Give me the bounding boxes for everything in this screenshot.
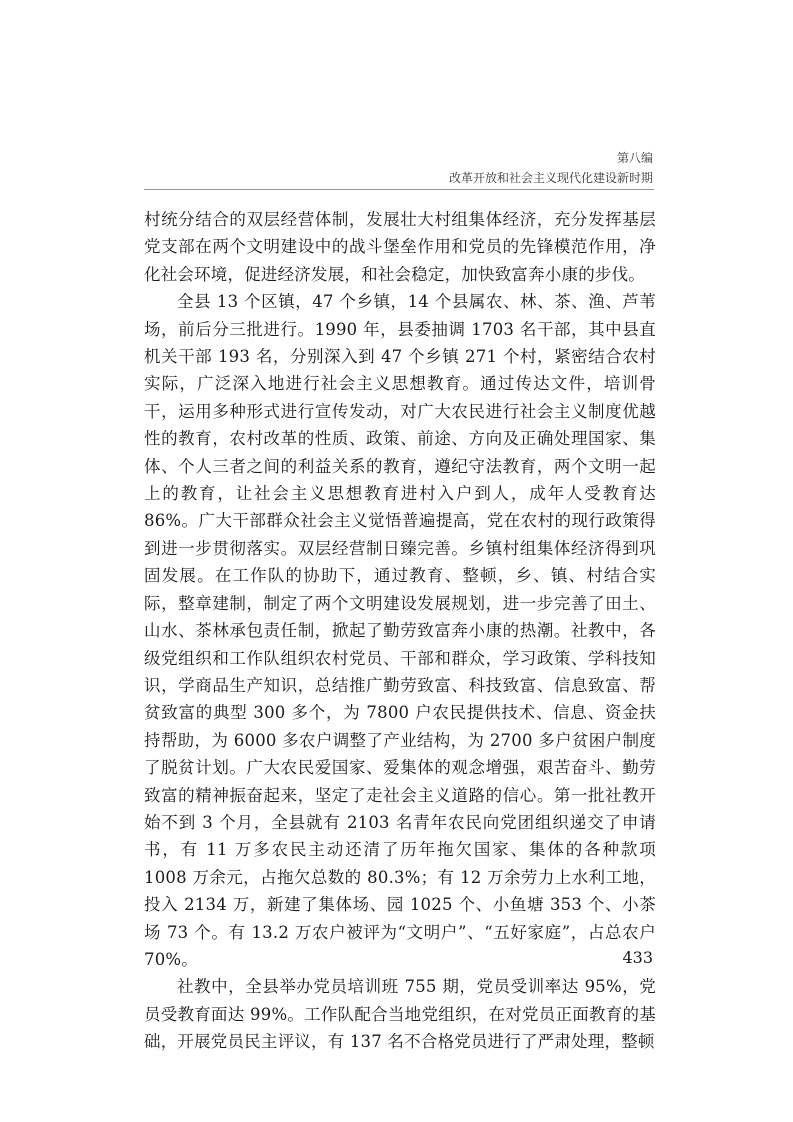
body-text — [144, 206, 656, 1056]
header-divider — [144, 189, 654, 190]
part-title: 改革开放和社会主义现代化建设新时期 — [448, 171, 653, 185]
paragraph-2: 全县 13 个区镇，47 个乡镇，14 个县属农、林、茶、渔、芦苇场，前后分三批进行。1990 年，县委抽调 1703 名干部，其中县直机关干部 193 名，分别深入到 47 个乡镇 271 个村，紧密结合农村实际，广泛深入地进行社会主义思想教育。通过传达文件，培训骨干，运用多种形式进行宣传发动，对广大农民进行社会主义制度优越性的教育，农村改革的性质、政策、前途、方向及正确处理国家、集体、个人三者之间的利益关系的教育，遵纪守法教育，两个文明一起上的教育，让社会主义思想教育进村入户到人，成年人受教育达 86%。广大干部群众社会主义觉悟普遍提高，党在农村的现行政策得到进一步贯彻落实。双层经营制日臻完善。乡镇村组集体经济得到巩固发展。在工作队的协助下，通过教育、整顿，乡、镇、村结合实际，整章建制，制定了两个文明建设发展规划，进一步完善了田土、山水、茶林承包责任制，掀起了勤劳致富奔小康的热潮。社教中，各级党组织和工作队组织农村党员、干部和群众，学习政策、学科技知识，学商品生产知识，总结推广勤劳致富、科技致富、信息致富、帮贫致富的典型 300 多个，为 7800 户农民提供技术、信息、资金扶持帮助，为 6000 多农户调整了产业结构，为 2700 多户贫困户制度了脱贫计划。广大农民爱国家、爱集体的观念增强，艰苦奋斗、勤劳致富的精神振奋起来，坚定了走社会主义道路的信心。第一批社教开始不到 3 个月，全县就有 2103 名青年农民向党团组织递交了申请书，有 11 万多农民主动还清了历年拖欠国家、集体的各种款项 1008 万余元，占拖欠总数的 80.3%；有 12 万余劳力上水利工地，投入 2134 万，新建了集体场、园 1025 个、小鱼塘 353 个、小茶场 73 个。有 13.2 万农户被评为“文明户”、“五好家庭”，占总农户 70%。 — [144, 292, 656, 969]
part-label: 第八编 — [616, 151, 653, 165]
page-number: 433 — [622, 948, 653, 967]
paragraph-3: 社教中，全县举办党员培训班 755 期，党员受训率达 95%，党员受教育面达 99%。工作队配合当地党组织，在对党员正面教育的基础，开展党员民主评议，有 137 名不合格党员进行了严肃处理，整顿 — [144, 977, 656, 1052]
running-head — [449, 148, 653, 188]
paragraph-1: 村统分结合的双层经营体制，发展壮大村组集体经济，充分发挥基层党支部在两个文明建设中的战斗堡垒作用和党员的先锋模范作用，净化社会环境，促进经济发展，和社会稳定，加快致富奔小康的步伐。 — [144, 210, 656, 284]
